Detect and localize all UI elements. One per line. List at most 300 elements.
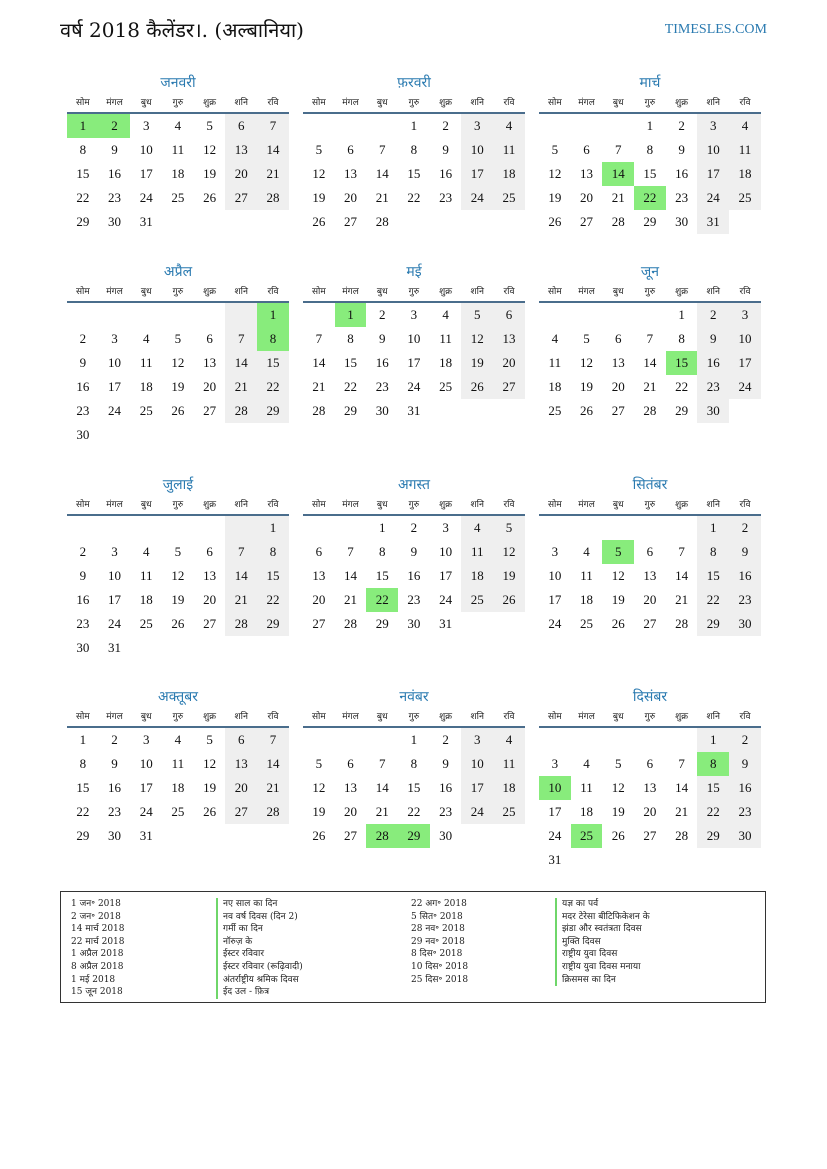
day-cell: 29	[257, 612, 289, 636]
weekday-label: शनि	[706, 287, 720, 297]
day-cell: 10	[697, 138, 729, 162]
month-name: अप्रैल	[163, 264, 193, 280]
day-cell: 15	[697, 776, 729, 800]
day-cell: 21	[611, 190, 625, 205]
day-cell: 13	[493, 327, 525, 351]
weekday-header	[67, 496, 289, 516]
legend-right-names	[555, 898, 650, 986]
day-cell: 29	[697, 824, 729, 848]
empty-cell	[257, 210, 289, 234]
empty-cell	[634, 303, 666, 327]
weekday-label: शनि	[234, 287, 248, 297]
day-cell: 30	[439, 828, 453, 843]
day-cell: 29	[398, 824, 430, 848]
day-cell: 2	[678, 118, 685, 133]
weekday-label: सोम	[75, 98, 90, 108]
day-cell: 20	[344, 190, 358, 205]
day-cell: 12	[312, 166, 326, 181]
weekday-label: सोम	[547, 287, 562, 297]
day-cell: 30	[697, 399, 729, 423]
day-cell: 14	[375, 780, 389, 795]
day-cell: 3	[697, 114, 729, 138]
day-cell: 27	[225, 186, 257, 210]
day-cell: 25	[493, 800, 525, 824]
legend-date: 8 अप्रैल 2018	[71, 961, 124, 972]
weekday-label: सोम	[75, 287, 90, 297]
day-cell: 4	[551, 331, 559, 346]
day-cell: 25	[548, 403, 562, 418]
weekday-label: शुक्र	[203, 287, 217, 297]
day-cell: 9	[378, 331, 386, 346]
page-title: वर्ष 2018 कैलेंडर।. (अल्बानिया)	[60, 18, 304, 42]
day-cell: 2	[729, 728, 761, 752]
day-cell: 26	[611, 616, 625, 631]
legend-date: 1 जन॰ 2018	[71, 899, 121, 909]
day-cell: 28	[312, 403, 326, 418]
day-cell: 10	[407, 331, 421, 346]
empty-cell	[602, 848, 634, 872]
empty-cell	[461, 210, 493, 234]
day-cell: 22	[257, 375, 289, 399]
day-cell: 8	[697, 540, 729, 564]
legend-holiday-name: ईद उल - फ़ित्र	[216, 986, 303, 999]
day-cell: 8	[347, 331, 354, 346]
day-cell: 13	[344, 166, 358, 181]
day-cell: 5	[493, 516, 525, 540]
empty-cell	[225, 636, 257, 660]
day-cell: 31	[439, 616, 453, 631]
day-cell: 1	[335, 303, 367, 327]
day-cell: 23	[729, 800, 761, 824]
day-cell: 5	[315, 756, 323, 771]
day-cell: 13	[203, 568, 217, 583]
day-cell: 15	[76, 780, 90, 795]
weekday-label: शनि	[706, 712, 720, 722]
day-cell: 28	[366, 824, 398, 848]
day-cell: 18	[580, 804, 594, 819]
day-cell: 3	[442, 520, 449, 535]
day-cell: 7	[646, 331, 654, 346]
legend-date: 22 अग॰ 2018	[411, 899, 467, 909]
day-cell: 9	[79, 568, 87, 583]
weekday-label: सोम	[311, 287, 326, 297]
legend-date: 28 नव॰ 2018	[411, 924, 465, 935]
day-cell: 26	[548, 214, 562, 229]
empty-cell	[493, 612, 525, 636]
empty-cell	[162, 824, 194, 848]
weekday-label: रवि	[267, 287, 279, 297]
day-cell: 7	[678, 544, 685, 559]
day-cell: 27	[225, 800, 257, 824]
day-cell: 9	[79, 355, 87, 370]
empty-cell	[461, 612, 493, 636]
day-cell: 23	[108, 190, 122, 205]
day-cell: 16	[697, 351, 729, 375]
day-cell: 8	[257, 540, 289, 564]
day-cell: 17	[439, 568, 453, 583]
day-cell: 13	[203, 355, 217, 370]
weekday-label: बुध	[612, 287, 624, 297]
day-cell: 23	[76, 616, 90, 631]
day-cell: 19	[171, 592, 185, 607]
day-cell: 10	[539, 776, 571, 800]
day-cell: 24	[407, 379, 421, 394]
day-cell: 20	[493, 351, 525, 375]
weekday-label: बुध	[376, 98, 388, 108]
day-cell: 26	[203, 190, 217, 205]
weekday-label: शनि	[470, 500, 484, 510]
day-cell: 28	[675, 616, 689, 631]
day-cell: 5	[206, 118, 213, 133]
weekday-label: मंगल	[578, 98, 595, 108]
day-cell: 23	[76, 403, 90, 418]
day-cell: 22	[76, 190, 90, 205]
day-cell: 6	[206, 544, 213, 559]
day-cell: 25	[139, 403, 153, 418]
day-cell: 25	[139, 616, 153, 631]
day-cell: 21	[675, 592, 689, 607]
day-cell: 12	[171, 355, 185, 370]
weekday-label: बुध	[376, 500, 388, 510]
day-cell: 27	[643, 616, 657, 631]
weekday-label: बुध	[376, 287, 388, 297]
day-cell: 19	[171, 379, 185, 394]
day-cell: 29	[257, 399, 289, 423]
day-cell: 3	[142, 118, 150, 133]
weekday-label: रवि	[503, 287, 515, 297]
day-cell: 30	[729, 824, 761, 848]
day-cell: 12	[493, 540, 525, 564]
day-cell: 12	[580, 355, 594, 370]
day-cell: 7	[614, 142, 622, 157]
day-cell: 16	[729, 776, 761, 800]
day-cell: 5	[206, 732, 213, 747]
day-cell: 9	[697, 327, 729, 351]
weekday-label: मंगल	[106, 98, 123, 108]
day-cell: 7	[347, 544, 354, 559]
weekday-label: सोम	[311, 98, 326, 108]
day-cell: 16	[76, 592, 90, 607]
day-cell: 24	[108, 616, 122, 631]
legend-holiday-name: नए साल का दिन	[216, 898, 303, 911]
empty-cell	[571, 848, 603, 872]
day-cell: 13	[312, 568, 326, 583]
day-cell: 6	[206, 331, 213, 346]
legend-date: 5 सित॰ 2018	[411, 911, 463, 922]
weekday-label: गुरु	[644, 500, 656, 510]
day-cell: 31	[108, 640, 122, 655]
day-cell: 26	[312, 828, 326, 843]
day-cell: 26	[611, 828, 625, 843]
day-grid	[67, 303, 289, 447]
site-link[interactable]: TIMESLES.COM	[664, 22, 767, 37]
day-cell: 5	[551, 142, 559, 157]
day-cell: 24	[548, 828, 562, 843]
empty-cell	[729, 848, 761, 872]
day-grid	[67, 728, 289, 848]
month-name: जून	[640, 264, 660, 280]
day-cell: 11	[139, 568, 153, 583]
day-cell: 15	[666, 351, 698, 375]
day-cell: 13	[225, 752, 257, 776]
day-cell: 14	[675, 568, 689, 583]
weekday-label: मंगल	[342, 287, 359, 297]
day-cell: 29	[643, 214, 657, 229]
day-cell: 10	[108, 355, 122, 370]
day-cell: 30	[76, 640, 90, 655]
empty-cell	[194, 210, 226, 234]
day-grid	[539, 303, 761, 423]
day-cell: 9	[111, 142, 118, 157]
day-cell: 29	[344, 403, 358, 418]
empty-cell	[493, 399, 525, 423]
month-block	[539, 261, 761, 423]
day-cell: 21	[375, 190, 389, 205]
weekday-label: मंगल	[342, 500, 359, 510]
day-cell: 2	[378, 307, 386, 322]
legend-holiday-name: यज्ञ का पर्व	[555, 898, 650, 911]
empty-cell	[194, 303, 226, 327]
weekday-label: सोम	[547, 500, 562, 510]
day-cell: 6	[315, 544, 323, 559]
day-cell: 3	[111, 331, 118, 346]
day-grid	[539, 114, 761, 234]
day-cell: 18	[439, 355, 453, 370]
day-grid	[67, 516, 289, 660]
day-cell: 19	[548, 190, 562, 205]
weekday-label: रवि	[503, 712, 515, 722]
day-cell: 8	[410, 142, 418, 157]
weekday-label: शुक्र	[439, 500, 453, 510]
day-cell: 15	[407, 780, 421, 795]
day-cell: 4	[142, 544, 150, 559]
day-cell: 23	[108, 804, 122, 819]
day-cell: 23	[439, 190, 453, 205]
day-cell: 14	[602, 162, 634, 186]
day-cell: 6	[583, 142, 590, 157]
month-name: अक्तूबर	[158, 689, 198, 705]
empty-cell	[602, 114, 634, 138]
day-cell: 24	[439, 592, 453, 607]
month-block	[539, 686, 761, 872]
weekday-label: सोम	[547, 712, 562, 722]
day-cell: 11	[461, 540, 493, 564]
empty-cell	[634, 848, 666, 872]
day-cell: 1	[410, 118, 418, 133]
month-name: मार्च	[639, 75, 661, 91]
weekday-label: शनि	[470, 712, 484, 722]
weekday-label: रवि	[503, 98, 515, 108]
day-cell: 4	[442, 307, 449, 322]
empty-cell	[130, 423, 162, 447]
weekday-label: सोम	[311, 712, 326, 722]
legend-holiday-name: ईस्टर रविवार	[216, 948, 303, 961]
day-cell: 25	[493, 186, 525, 210]
day-cell: 11	[548, 355, 562, 370]
legend-left-dates	[71, 898, 125, 999]
day-cell: 16	[729, 564, 761, 588]
legend-holiday-name: राष्ट्रीय युवा दिवस मनाया	[555, 961, 650, 974]
day-cell: 21	[257, 162, 289, 186]
day-cell: 30	[675, 214, 689, 229]
day-cell: 16	[108, 780, 122, 795]
empty-cell	[493, 210, 525, 234]
day-cell: 4	[174, 732, 182, 747]
day-cell: 5	[583, 331, 590, 346]
legend-date: 29 नव॰ 2018	[411, 936, 465, 947]
day-cell: 23	[375, 379, 389, 394]
weekday-label: बुध	[140, 287, 152, 297]
weekday-label: सोम	[75, 712, 90, 722]
day-cell: 12	[461, 327, 493, 351]
empty-cell	[194, 824, 226, 848]
legend-date: 14 मार्च 2018	[71, 924, 125, 935]
weekday-header	[539, 94, 761, 114]
day-cell: 17	[548, 804, 562, 819]
day-cell: 24	[139, 804, 153, 819]
day-cell: 12	[611, 780, 625, 795]
day-cell: 6	[225, 114, 257, 138]
day-grid	[539, 516, 761, 636]
weekday-label: मंगल	[106, 287, 123, 297]
day-cell: 18	[171, 780, 185, 795]
day-cell: 4	[142, 331, 150, 346]
day-cell: 16	[439, 166, 453, 181]
month-name: जनवरी	[160, 75, 196, 91]
day-cell: 10	[729, 327, 761, 351]
day-cell: 29	[675, 403, 689, 418]
day-cell: 2	[410, 520, 418, 535]
legend-holiday-name: नव वर्ष दिवस (दिन 2)	[216, 911, 303, 924]
day-cell: 4	[729, 114, 761, 138]
weekday-header	[303, 708, 525, 728]
empty-cell	[571, 728, 603, 752]
day-cell: 21	[312, 379, 326, 394]
day-cell: 9	[678, 142, 685, 157]
day-cell: 8	[79, 142, 87, 157]
day-cell: 31	[139, 214, 153, 229]
day-cell: 1	[646, 118, 654, 133]
empty-cell	[67, 303, 99, 327]
month-name: अगस्त	[397, 477, 430, 493]
weekday-label: मंगल	[578, 500, 595, 510]
legend-date: 15 जून 2018	[71, 987, 123, 998]
day-cell: 20	[203, 592, 217, 607]
day-cell: 30	[76, 427, 90, 442]
day-cell: 1	[67, 114, 99, 138]
day-cell: 26	[171, 616, 185, 631]
day-cell: 24	[461, 800, 493, 824]
day-cell: 22	[366, 588, 398, 612]
day-cell: 16	[375, 355, 389, 370]
empty-cell	[666, 516, 698, 540]
weekday-label: गुरु	[408, 287, 420, 297]
day-cell: 27	[344, 214, 358, 229]
day-cell: 2	[442, 118, 449, 133]
day-cell: 14	[344, 568, 358, 583]
empty-cell	[162, 636, 194, 660]
empty-cell	[539, 303, 571, 327]
weekday-label: शुक्र	[675, 98, 689, 108]
day-cell: 8	[646, 142, 654, 157]
empty-cell	[398, 210, 430, 234]
legend-date: 8 दिस॰ 2018	[411, 949, 463, 960]
day-cell: 18	[493, 162, 525, 186]
day-cell: 16	[675, 166, 689, 181]
day-grid	[303, 114, 525, 234]
day-cell: 20	[611, 379, 625, 394]
day-cell: 15	[257, 351, 289, 375]
day-cell: 13	[344, 780, 358, 795]
weekday-label: गुरु	[172, 287, 184, 297]
day-cell: 22	[407, 804, 421, 819]
day-cell: 2	[79, 331, 87, 346]
day-cell: 30	[407, 616, 421, 631]
day-cell: 20	[312, 592, 326, 607]
empty-cell	[602, 303, 634, 327]
day-cell: 21	[225, 375, 257, 399]
day-cell: 24	[139, 190, 153, 205]
empty-cell	[634, 516, 666, 540]
day-cell: 27	[580, 214, 594, 229]
month-block	[539, 474, 761, 636]
weekday-label: गुरु	[408, 500, 420, 510]
weekday-label: मंगल	[106, 712, 123, 722]
day-cell: 17	[108, 592, 122, 607]
day-cell: 3	[142, 732, 150, 747]
empty-cell	[335, 114, 367, 138]
weekday-label: शुक्र	[203, 98, 217, 108]
day-cell: 11	[580, 568, 593, 583]
day-cell: 6	[614, 331, 622, 346]
month-block	[303, 686, 525, 848]
day-cell: 14	[675, 780, 689, 795]
day-cell: 14	[257, 752, 289, 776]
month-block	[303, 474, 525, 636]
day-cell: 9	[111, 756, 118, 771]
day-cell: 13	[580, 166, 594, 181]
day-cell: 11	[493, 138, 525, 162]
day-cell: 18	[171, 166, 185, 181]
day-cell: 1	[697, 516, 729, 540]
day-cell: 6	[493, 303, 525, 327]
day-cell: 26	[580, 403, 594, 418]
day-cell: 17	[461, 776, 493, 800]
weekday-label: मंगल	[578, 712, 595, 722]
day-cell: 31	[407, 403, 421, 418]
day-cell: 5	[614, 756, 622, 771]
day-cell: 23	[675, 190, 689, 205]
day-cell: 12	[203, 142, 217, 157]
day-cell: 25	[171, 190, 185, 205]
day-cell: 30	[108, 214, 122, 229]
weekday-label: बुध	[612, 98, 624, 108]
empty-cell	[225, 824, 257, 848]
day-cell: 10	[461, 752, 493, 776]
legend-holiday-name: क्रिसमस का दिन	[555, 974, 650, 987]
day-cell: 21	[344, 592, 358, 607]
day-cell: 2	[729, 516, 761, 540]
empty-cell	[666, 728, 698, 752]
day-cell: 7	[257, 114, 289, 138]
day-cell: 25	[729, 186, 761, 210]
day-cell: 26	[461, 375, 493, 399]
legend-holiday-name: ईस्टर रविवार (रूढ़िवादी)	[216, 961, 303, 974]
weekday-label: शुक्र	[439, 98, 453, 108]
day-cell: 18	[461, 564, 493, 588]
day-cell: 11	[439, 331, 452, 346]
day-cell: 25	[439, 379, 453, 394]
